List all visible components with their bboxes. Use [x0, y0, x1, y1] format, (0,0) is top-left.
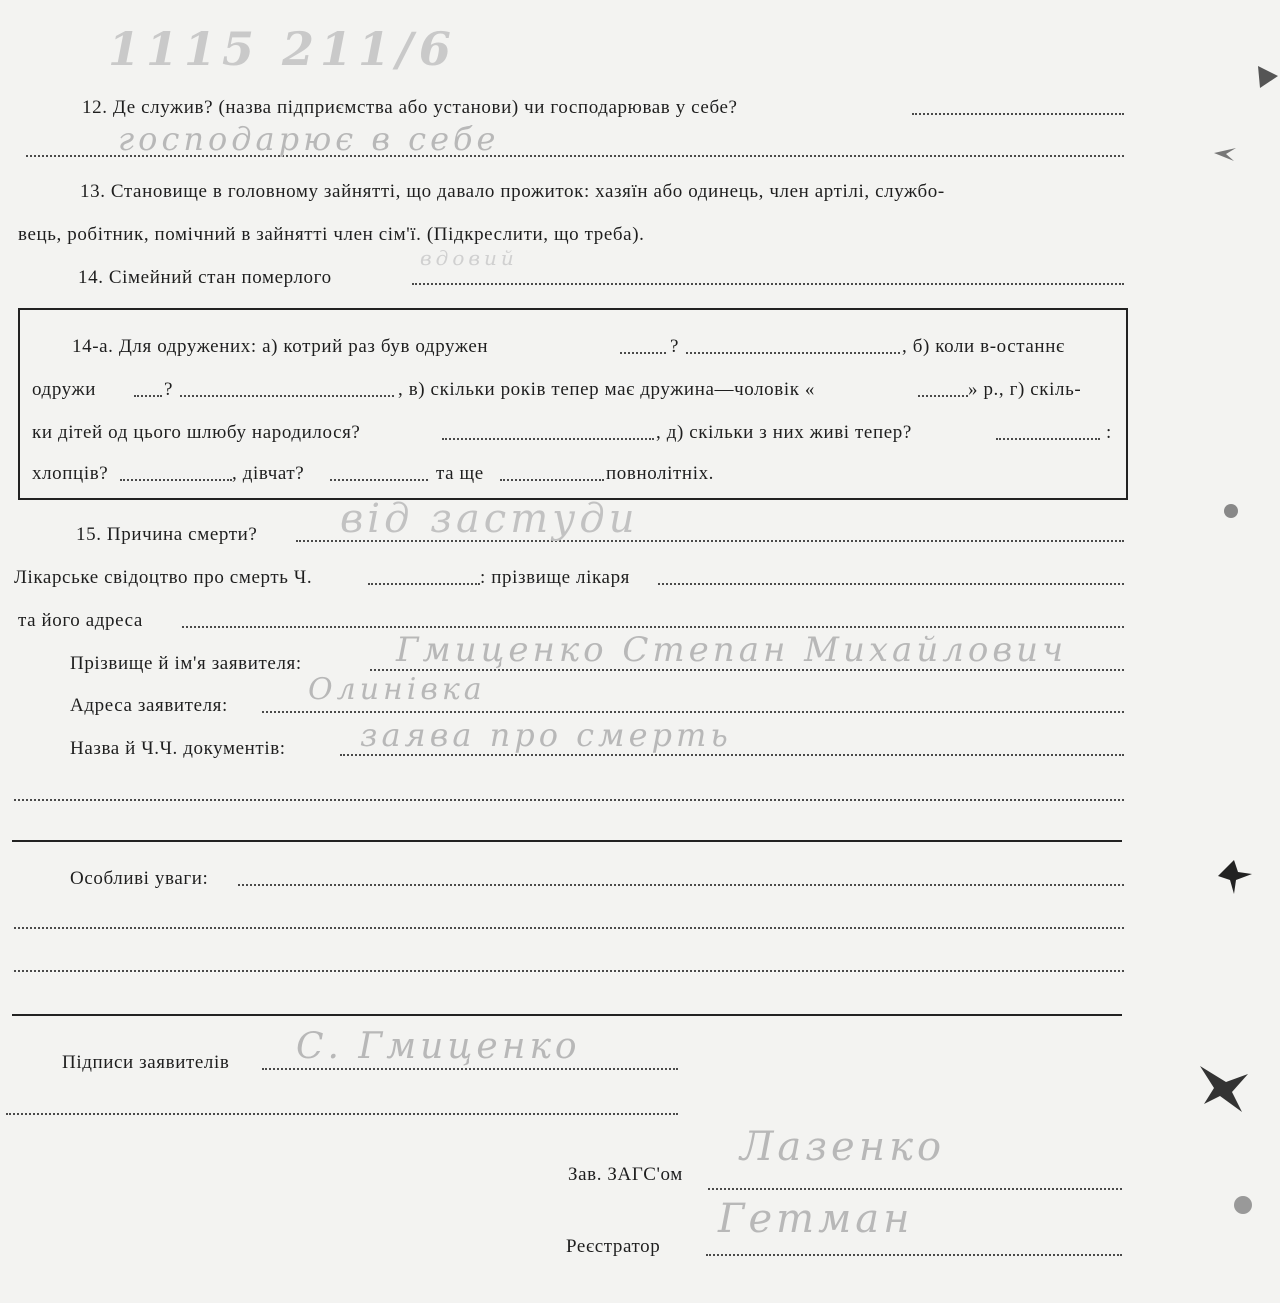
- registrar-label: Реєстратор: [566, 1236, 661, 1257]
- q14a-blank-children-alive: [996, 438, 1100, 440]
- zags-head-signature-handwritten: Лазенко: [740, 1124, 946, 1170]
- q14a-blank-adults: [500, 479, 604, 481]
- applicant-address-blank: [262, 711, 1124, 713]
- q14a-line4-text-c: та ще: [436, 463, 484, 484]
- q15-handwritten-answer: від застуди: [340, 496, 639, 542]
- q14a-line4-text-b: , дівчат?: [232, 463, 305, 484]
- binding-hole-mark: [1228, 1190, 1258, 1220]
- special-notes-blank-2: [14, 927, 1124, 929]
- applicant-address-handwritten: Олинівка: [308, 672, 486, 707]
- q14-blank-line: [412, 283, 1124, 285]
- q14a-line2-text-a: одружи: [32, 379, 97, 400]
- q14a-line1-text-a: 14-а. Для одружених: а) котрий раз був одружен: [72, 336, 489, 357]
- q14a-marriage-count-blank: [620, 352, 666, 354]
- q13-line-2: вець, робітник, помічний в зайнятті член сім'ї. (Підкреслити, що треба).: [18, 224, 645, 245]
- documents-blank: [340, 754, 1124, 756]
- registrar-signature-handwritten: Гетман: [718, 1196, 914, 1242]
- q13-line-1: 13. Становище в головному зайнятті, що давало прожиток: хазяїн або одинець, член артілі, службо-: [80, 181, 945, 202]
- registrar-signature-blank: [706, 1254, 1122, 1256]
- doctor-name-blank: [658, 583, 1124, 585]
- applicant-address-label: Адреса заявителя:: [70, 695, 228, 716]
- binding-hole-mark: [1218, 500, 1244, 522]
- q14a-blank-children-born: [442, 438, 654, 440]
- q14a-line3-text-b: , д) скільки з них живі тепер?: [656, 422, 912, 443]
- zags-head-label: Зав. ЗАГС'ом: [568, 1164, 683, 1185]
- applicants-signatures-label: Підписи заявителів: [62, 1052, 230, 1073]
- q14-label: 14. Сімейний стан померлого: [78, 267, 332, 288]
- q14a-blank-b: [686, 352, 900, 354]
- q14a-blank-spouse-age: [918, 395, 968, 397]
- q14a-line2-text-c: , в) скільки років тепер має дружина—чоловік «: [398, 379, 816, 400]
- doctor-certificate-label: Лікарське свідоцтво про смерть Ч.: [14, 567, 313, 588]
- doctor-address-blank: [182, 626, 1124, 628]
- q12-label: 12. Де служив? (назва підприємства або установи) чи господарював у себе?: [82, 97, 738, 118]
- special-notes-blank-1: [238, 884, 1124, 886]
- q14a-blank-married-when: [134, 395, 162, 397]
- doctor-certificate-number-blank: [368, 583, 480, 585]
- q14a-line3-text-c: :: [1106, 422, 1112, 443]
- applicant-name-label: Прізвище й ім'я заявителя:: [70, 653, 302, 674]
- applicant-signature-handwritten: С. Гмиценко: [296, 1026, 581, 1067]
- special-notes-label: Особливі уваги:: [70, 868, 209, 889]
- q14a-line3-text-a: ки дітей од цього шлюбу народилося?: [32, 422, 361, 443]
- zags-head-signature-blank: [708, 1188, 1122, 1190]
- doctor-name-label: : прізвище лікаря: [480, 567, 631, 588]
- special-notes-blank-3: [14, 970, 1124, 972]
- applicants-signatures-blank-2: [6, 1113, 678, 1115]
- q14a-line1-text-b: ?: [670, 336, 680, 357]
- documents-handwritten: заява про смерть: [360, 716, 732, 754]
- binding-hole-mark: [1214, 856, 1254, 896]
- applicants-signatures-blank: [262, 1068, 678, 1070]
- q15-label: 15. Причина смерти?: [76, 524, 258, 545]
- q14a-line2-text-d: » р., г) скіль-: [968, 379, 1082, 400]
- section-divider-1: [12, 840, 1122, 842]
- q12-handwritten-answer: господарює в себе: [118, 120, 500, 158]
- binding-hole-mark: [1256, 62, 1280, 92]
- q14a-blank-date: [180, 395, 394, 397]
- q14a-line4-text-a: хлопців?: [32, 463, 109, 484]
- applicant-name-handwritten: Гмиценко Степан Михайлович: [396, 630, 1068, 670]
- binding-hole-mark: [1212, 142, 1238, 164]
- q14a-blank-boys: [120, 479, 232, 481]
- q14a-line1-text-c: , б) коли в-останнє: [902, 336, 1065, 357]
- q12-blank-line-1: [912, 113, 1124, 115]
- binding-hole-mark: [1196, 1060, 1252, 1116]
- archive-number-stamp: 1115 211/6: [108, 22, 457, 76]
- q14-handwritten-answer: вдовий: [420, 246, 518, 270]
- documents-label: Назва й Ч.Ч. документів:: [70, 738, 286, 759]
- q14a-line2-text-b: ?: [164, 379, 174, 400]
- doctor-address-label: та його адреса: [18, 610, 143, 631]
- documents-extra-line: [14, 799, 1124, 801]
- q14a-blank-girls: [330, 479, 428, 481]
- q14a-line4-text-d: повнолітніх.: [606, 463, 715, 484]
- section-divider-2: [12, 1014, 1122, 1016]
